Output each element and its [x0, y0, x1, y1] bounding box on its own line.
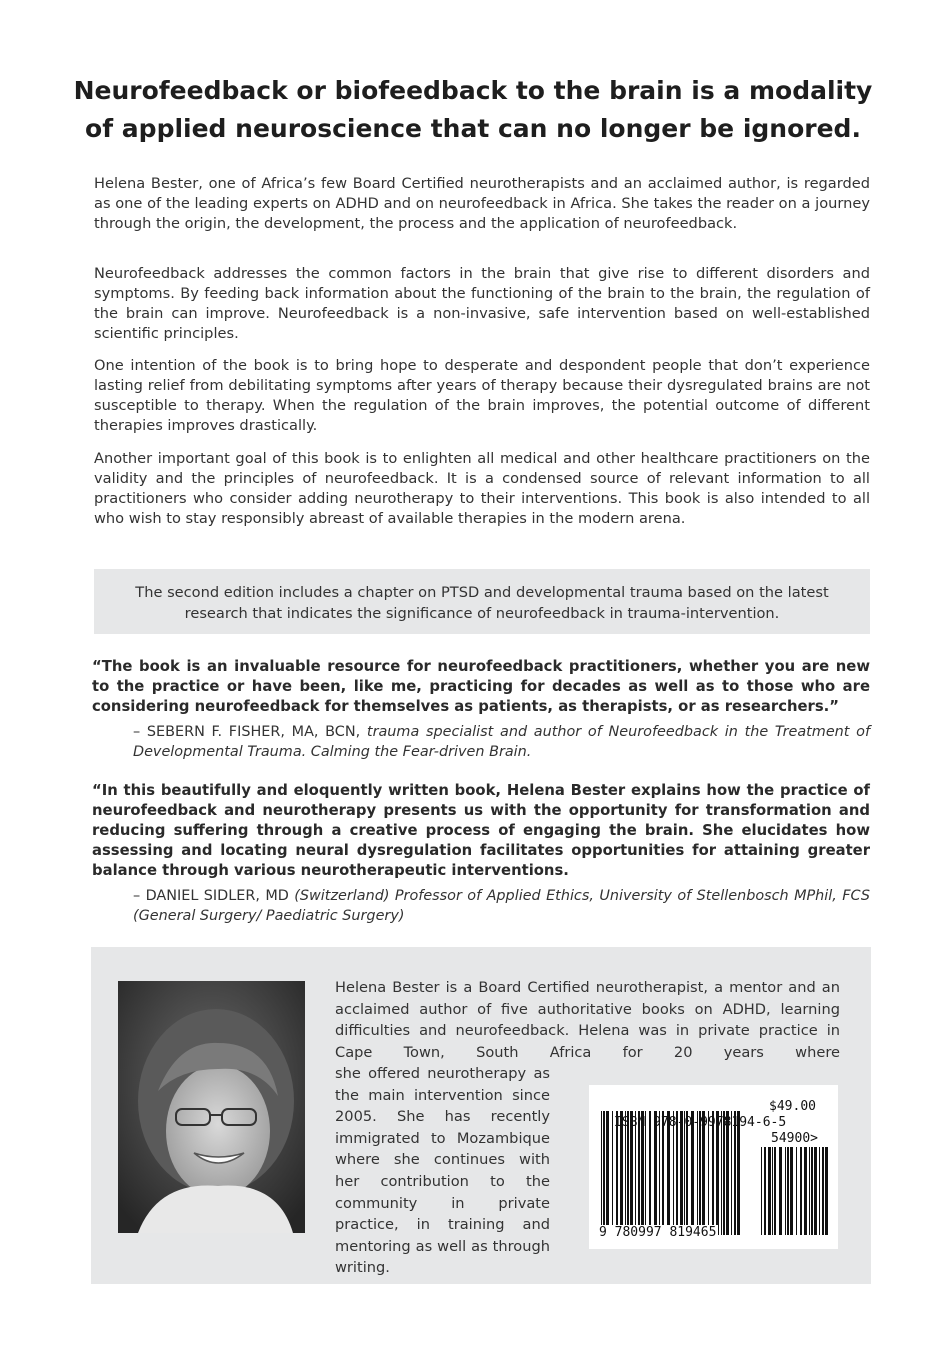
endorsement-attribution: [133, 886, 870, 926]
intro-paragraph: Helena Bester, one of Africa’s few Board Certified neurotherapists and an acclaimed author, is regarded as one of the leading experts on ADHD and on neurofeedback in Africa. She takes the reader on a journey through the origin, the development, the process and the application of neurofeedback.: [94, 175, 870, 232]
author-photo: [118, 981, 305, 1233]
barcode-bar: [809, 1147, 810, 1235]
body-paragraph: Neurofeedback addresses the common factors in the brain that give rise to different disorders and symptoms. By feeding back information about the functioning of the brain to the brain, the regulation of the brain can improve. Neurofeedback is a non-invasive, safe intervention based on well-established scientific principles.: [94, 265, 870, 342]
barcode-bar: [811, 1147, 813, 1235]
isbn-barcode: [589, 1085, 838, 1249]
second-edition-note: [94, 569, 870, 634]
barcode-bar: [790, 1147, 793, 1235]
second-edition-text: The second edition includes a chapter on PTSD and developmental trauma based on the latest research that indicates the significance of neurofeedback in trauma-intervention.: [135, 584, 829, 622]
isbn-label: ISBN 978-0-9978194-6-5: [614, 1115, 787, 1130]
barcode-bar: [819, 1147, 820, 1235]
barcode-bar: [785, 1147, 786, 1235]
author-bio-top: Helena Bester is a Board Certified neurotherapist, a mentor and an acclaimed author of five authoritative books on ADHD, learning difficulties and neurofeedback. Helena was in private practice in Cape Town, South Africa for 20 years where: [335, 979, 840, 1061]
barcode-bar: [603, 1111, 605, 1235]
barcode-bar: [779, 1147, 782, 1235]
endorsement-quote: “In this beautifully and eloquently written book, Helena Bester explains how the practice of neurofeedback and neurotherapy presents us with the opportunity for transformation and reducing suffering through a creative process of engaging the brain. She elucidates how assessing and locating neural dysregulation facilitates opportunities for attaining greater balance through various neurotherapeutic interventions.: [92, 782, 870, 879]
barcode-bar: [814, 1147, 817, 1235]
endorser-description: trauma specialist and author of Neurofeedback in the Treatment of Developmental Trauma. Calming the Fear-driven Brain.: [133, 724, 871, 760]
barcode-bar: [796, 1147, 797, 1235]
barcode-bar: [768, 1147, 771, 1235]
barcode-bar: [822, 1147, 824, 1235]
barcode-bar: [800, 1147, 802, 1235]
barcode-bar: [761, 1147, 762, 1235]
barcode-bar: [764, 1147, 766, 1235]
body-paragraph: Another important goal of this book is to enlighten all medical and other healthcare practitioners on the validity and the principles of neurofeedback. It is a condensed source of relevant information to all practitioners who consider adding neurotherapy to their interventions. This book is also intended to all who wish to stay responsibly abreast of available therapies in the modern arena.: [94, 450, 870, 527]
endorser-description: (Switzerland) Professor of Applied Ethics, University of Stellenbosch MPhil, FCS (General Surgery/ Paediatric Surgery): [133, 888, 871, 924]
endorser-name: – DANIEL SIDLER, MD: [133, 888, 289, 904]
endorsement-quote: “The book is an invaluable resource for neurofeedback practitioners, whether you are new to the practice or have been, like me, practicing for decades as well as to those who are considering neurofeedback for themselves as patients, as therapists, or as researchers.”: [92, 658, 870, 715]
price-addon-code: 54900>: [771, 1131, 818, 1146]
endorsement-attribution: [133, 722, 870, 762]
price-label: $49.00: [769, 1099, 816, 1114]
body-paragraph: One intention of the book is to bring hope to desperate and despondent people that don’t experience lasting relief from debilitating symptoms after years of therapy because their dysregulated brains are not susceptible to therapy. When the regulation of the brain improves, the potential outcome of different therapies improves drastically.: [94, 357, 870, 434]
barcode-bar: [601, 1111, 602, 1235]
barcode-bar: [774, 1147, 776, 1235]
endorser-name: – SEBERN F. FISHER, MA, BCN,: [133, 724, 361, 740]
barcode-bar: [772, 1147, 773, 1235]
author-portrait-image: [118, 981, 305, 1233]
barcode-bar: [606, 1111, 609, 1235]
headline: Neurofeedback or biofeedback to the brain is a modality of applied neuroscience that can no longer be ignored.: [73, 76, 873, 143]
barcode-bar: [612, 1111, 613, 1235]
barcode-bar: [825, 1147, 828, 1235]
barcode-bar: [804, 1147, 807, 1235]
barcode-bar: [787, 1147, 789, 1235]
author-bio-bottom: she offered neurotherapy as the main intervention since 2005. She has recently immigrated to Mozambique where she continues with her contribution to the community in private practice, in training and mentoring as well as through writing.: [335, 1065, 550, 1277]
ean-number: 9 780997 819465: [599, 1225, 717, 1240]
